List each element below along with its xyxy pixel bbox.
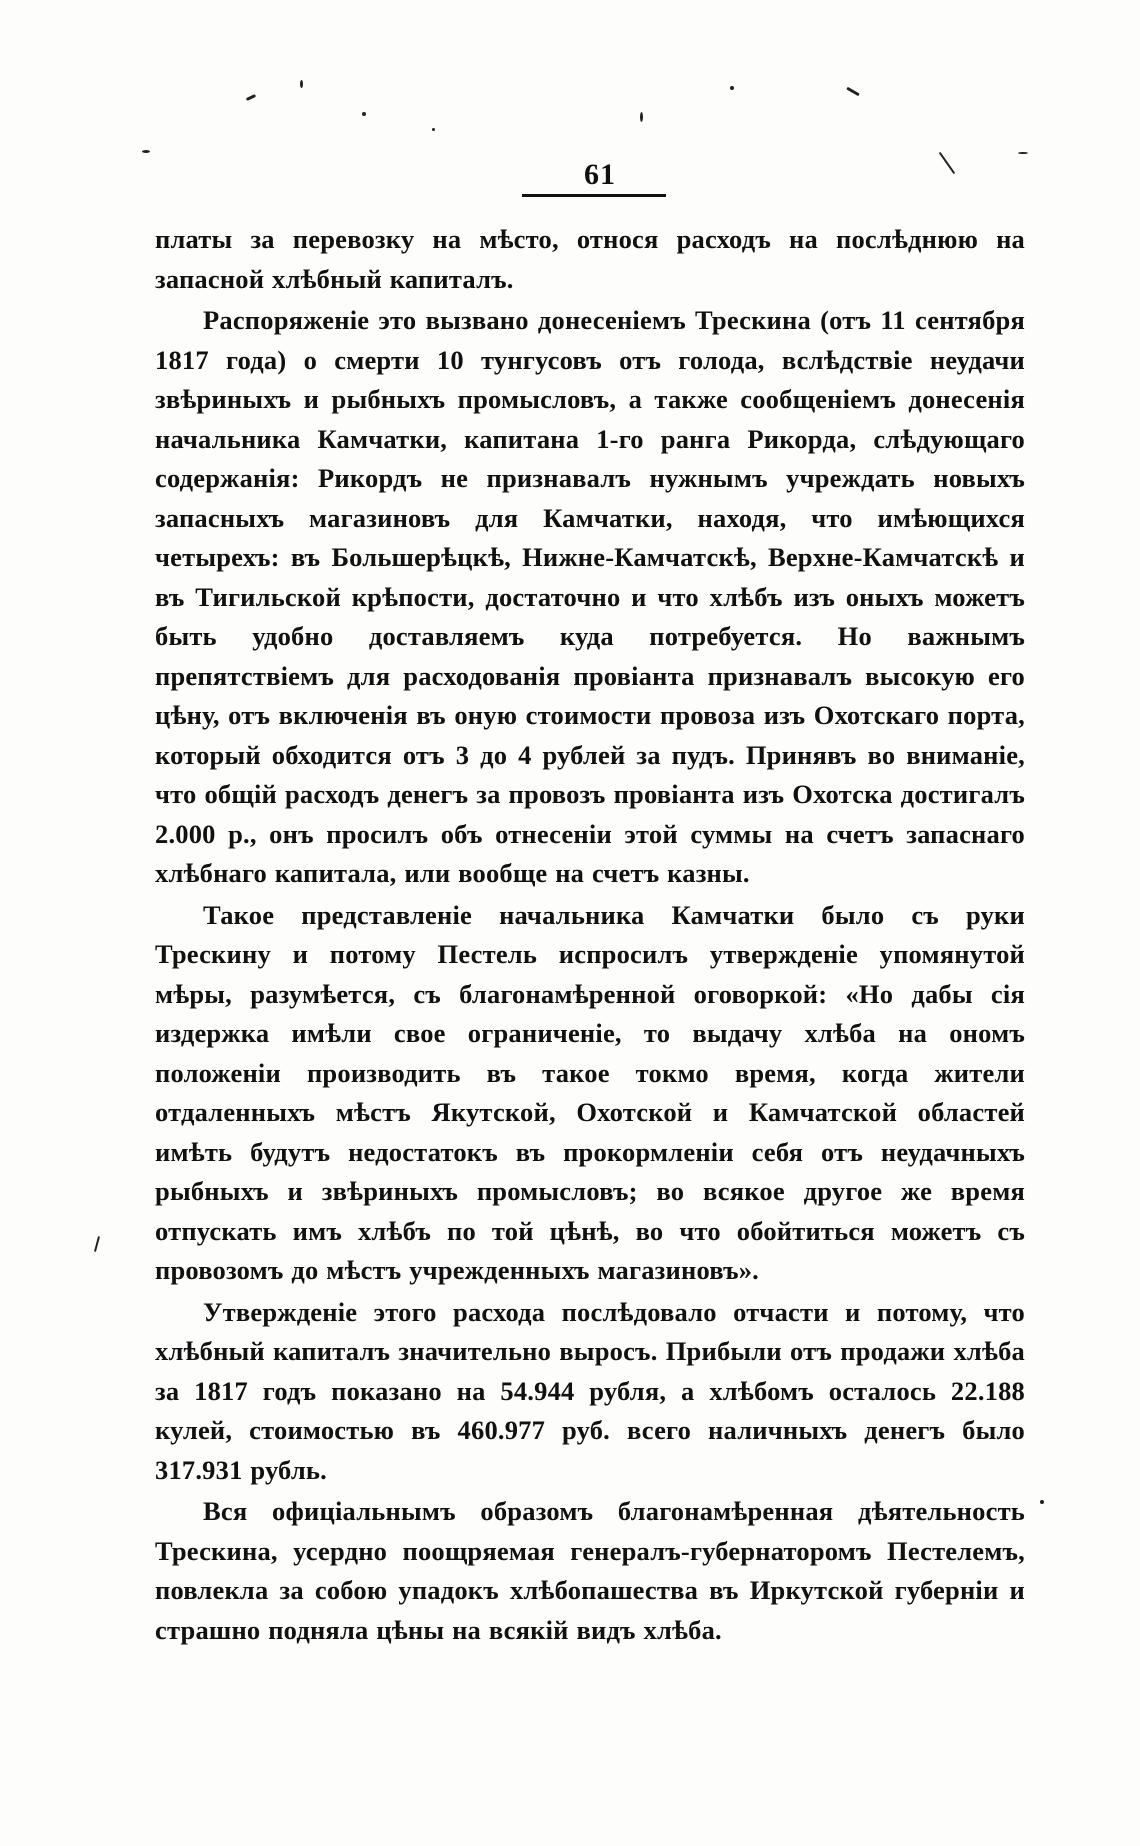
scan-speck <box>94 1236 100 1252</box>
paragraph-3: Такое представленіе начальника Камчатки было съ руки Трескину и потому Пестель испросилъ утвержденіе упомянутой мѣры, разумѣется, съ благонамѣренной оговоркой: «Но дабы сія издержка имѣли свое ограниченіе, то выдачу хлѣба на ономъ положеніи производить въ такое токмо время, когда жители отдаленныхъ мѣстъ Якутской, Охотской и Камчатской областей имѣть будутъ недостатокъ въ прокормленіи себя отъ неудачныхъ рыбныхъ и звѣриныхъ промысловъ; во всякое другое же время отпускать имъ хлѣбъ по той цѣнѣ, во что обойтиться можетъ съ провозомъ до мѣстъ учрежденныхъ магазиновъ». <box>155 899 1025 1285</box>
scan-speck <box>142 150 150 153</box>
scan-speck <box>246 94 256 101</box>
body-text <box>155 220 1025 1650</box>
scan-speck <box>1040 1500 1044 1504</box>
scan-speck <box>362 112 366 116</box>
paragraph-1: платы за перевозку на мѣсто, относя расходъ на послѣднюю на запасной хлѣбный капиталъ. <box>155 224 1025 294</box>
scan-speck <box>300 80 303 88</box>
scan-speck <box>939 152 956 174</box>
page-number: 61 <box>584 158 616 191</box>
paragraph-2: Распоряженіе это вызвано донесеніемъ Трескина (отъ 11 сентября 1817 года) о смерти 10 тунгусовъ отъ голода, вслѣдствіе неудачи звѣриныхъ и рыбныхъ промысловъ, а также сообщеніемъ донесенія начальника Камчатки, капитана 1-го ранга Рикорда, слѣдующаго содержанія: Рикордъ не признавалъ нужнымъ учреждать новыхъ запасныхъ магазиновъ для Камчатки, находя, что имѣющихся четырехъ: въ Большерѣцкѣ, Нижне-Камчатскѣ, Верхне-Камчатскѣ и въ Тигильской крѣпости, достаточно и что хлѣбъ изъ оныхъ можетъ быть удобно доставляемъ куда потребуется. Но важнымъ препятствіемъ для расходованія провіанта признавалъ высокую его цѣну, отъ включенія въ оную стоимости провоза изъ Охотскаго порта, который обходится отъ 3 до 4 рублей за пудъ. Принявъ во вниманіе, что общій расходъ денегъ за провозъ провіанта изъ Охотска достигалъ 2.000 р., онъ просилъ объ отнесеніи этой суммы на счетъ запаснаго хлѣбнаго капитала, или вообще на счетъ казны. <box>155 305 1025 888</box>
scan-speck <box>846 87 860 97</box>
paragraph-4: Утвержденіе этого расхода послѣдовало отчасти и потому, что хлѣбный капиталъ значительно выросъ. Прибыли отъ продажи хлѣба за 1817 годъ показано на 54.944 рубля, а хлѣбомъ осталось 22.188 кулей, стоимостью въ 460.977 руб. всего наличныхъ денегъ было 317.931 рубль. <box>155 1296 1025 1485</box>
scan-speck <box>432 128 435 131</box>
scan-speck <box>1018 152 1028 154</box>
scan-speck <box>730 86 734 90</box>
paragraph-5: Вся офиціальнымъ образомъ благонамѣренная дѣятельность Трескина, усердно поощряемая генералъ-губернаторомъ Пестелемъ, повлекла за собою упадокъ хлѣбопашества въ Иркутской губерніи и страшно подняла цѣны на всякій видъ хлѣба. <box>155 1496 1025 1645</box>
scan-speck <box>640 112 643 122</box>
page-number-rule <box>522 194 666 197</box>
